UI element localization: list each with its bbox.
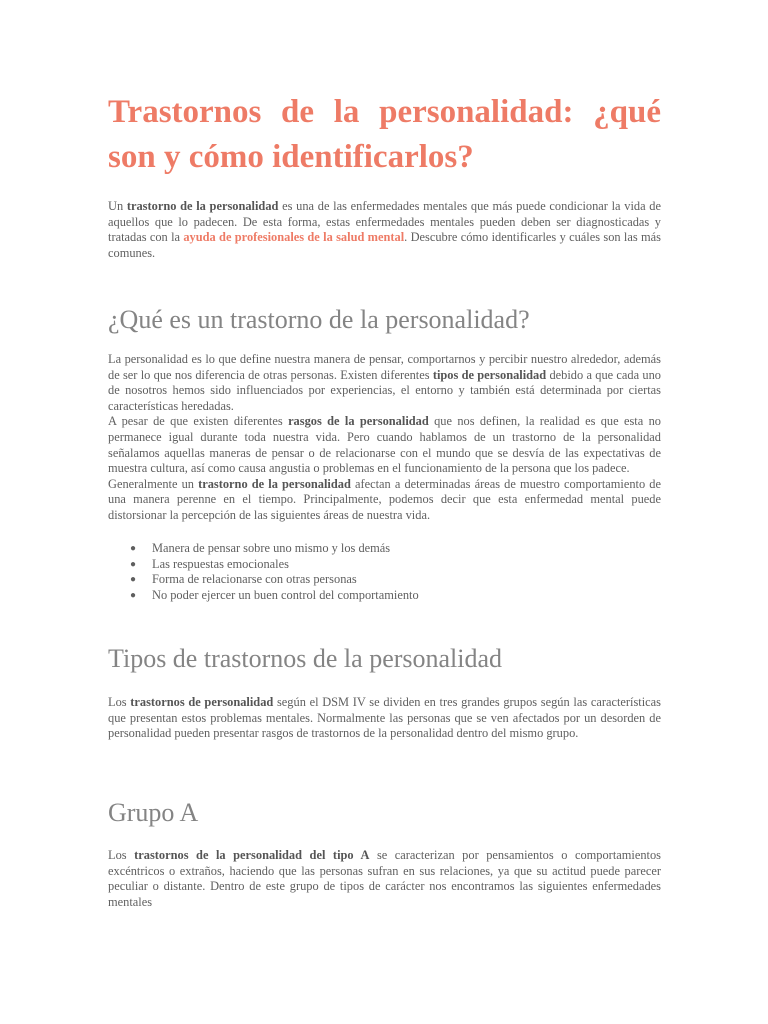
intro-paragraph: Un trastorno de la personalidad es una de las enfermedades mentales que más puede condicionar la vida de aquellos que lo padecen. De esta forma, estas enfermedades mentales pueden deben ser diagnosticadas y tratadas con la ayuda de profesionales de la salud mental. Descubre cómo identificarles y cuáles son las más comunes. <box>108 199 661 260</box>
section-what-is-body <box>108 352 661 524</box>
mental-health-link[interactable]: ayuda de profesionales de la salud mental <box>183 230 405 245</box>
bullet-icon: ● <box>130 558 137 570</box>
list-item: ● Forma de relacionarse con otras personas <box>130 572 357 587</box>
list-item: ● Manera de pensar sobre uno mismo y los demás <box>130 541 391 555</box>
section-heading-group-a: Grupo A <box>108 798 199 827</box>
list-item: ● No poder ejercer un buen control del comportamiento <box>130 587 419 602</box>
bullet-icon: ● <box>130 574 137 586</box>
paragraph: La personalidad es lo que define nuestra manera de pensar, comportarnos y percibir nuestro alrededor, además de ser lo que nos diferencia de otras personas. Existen diferentes tipos de personalidad debido a que cada uno de nosotros hemos sido influenciados por experiencias, el entorno y también está determinada por ciertas características heredadas. <box>108 352 661 413</box>
paragraph: A pesar de que existen diferentes rasgos de la personalidad que nos definen, la realidad es que esta no permanece igual durante toda nuestra vida. Pero cuando hablamos de un trastorno de la personalidad señalamos aquellas maneras de pensar o de relacionarse con el mundo que se desvía de las expectativas de muestra cultura, así como causa angustia o problemas en el funcionamiento de la persona que los padece. <box>108 414 661 476</box>
bullet-icon: ● <box>130 543 137 554</box>
section-heading-types: Tipos de trastornos de la personalidad <box>108 644 503 673</box>
page-title: Trastornos de la personalidad: ¿qué son y cómo identificarlos? <box>108 94 661 175</box>
section-group-a-body: Los trastornos de la personalidad del tipo A se caracterizan por pensamientos o comportamientos excéntricos o extraños, haciendo que las personas sufran en sus relaciones, ya que su actitud puede parecer peculiar o distante. Dentro de este grupo de tipos de carácter nos encontramos las siguientes enfermedades mentales <box>108 848 661 909</box>
list-item: ● Las respuestas emocionales <box>130 556 289 571</box>
section-types-body: Los trastornos de personalidad según el DSM IV se dividen en tres grandes grupos según las características que presentan estos problemas mentales. Normalmente las personas que se ven afectados por un desorden de personalidad pueden presentar rasgos de trastornos de la personalidad dentro del mismo grupo. <box>108 695 661 741</box>
paragraph: Generalmente un trastorno de la personalidad afectan a determinadas áreas de muestro comportamiento de una manera perenne en el tiempo. Principalmente, podemos decir que esta enfermedad mental puede distorsionar la percepción de las siguientes áreas de nuestra vida. <box>108 476 661 522</box>
affected-areas-list <box>108 541 661 603</box>
bullet-icon: ● <box>130 589 137 601</box>
section-heading-what-is: ¿Qué es un trastorno de la personalidad? <box>108 305 530 334</box>
